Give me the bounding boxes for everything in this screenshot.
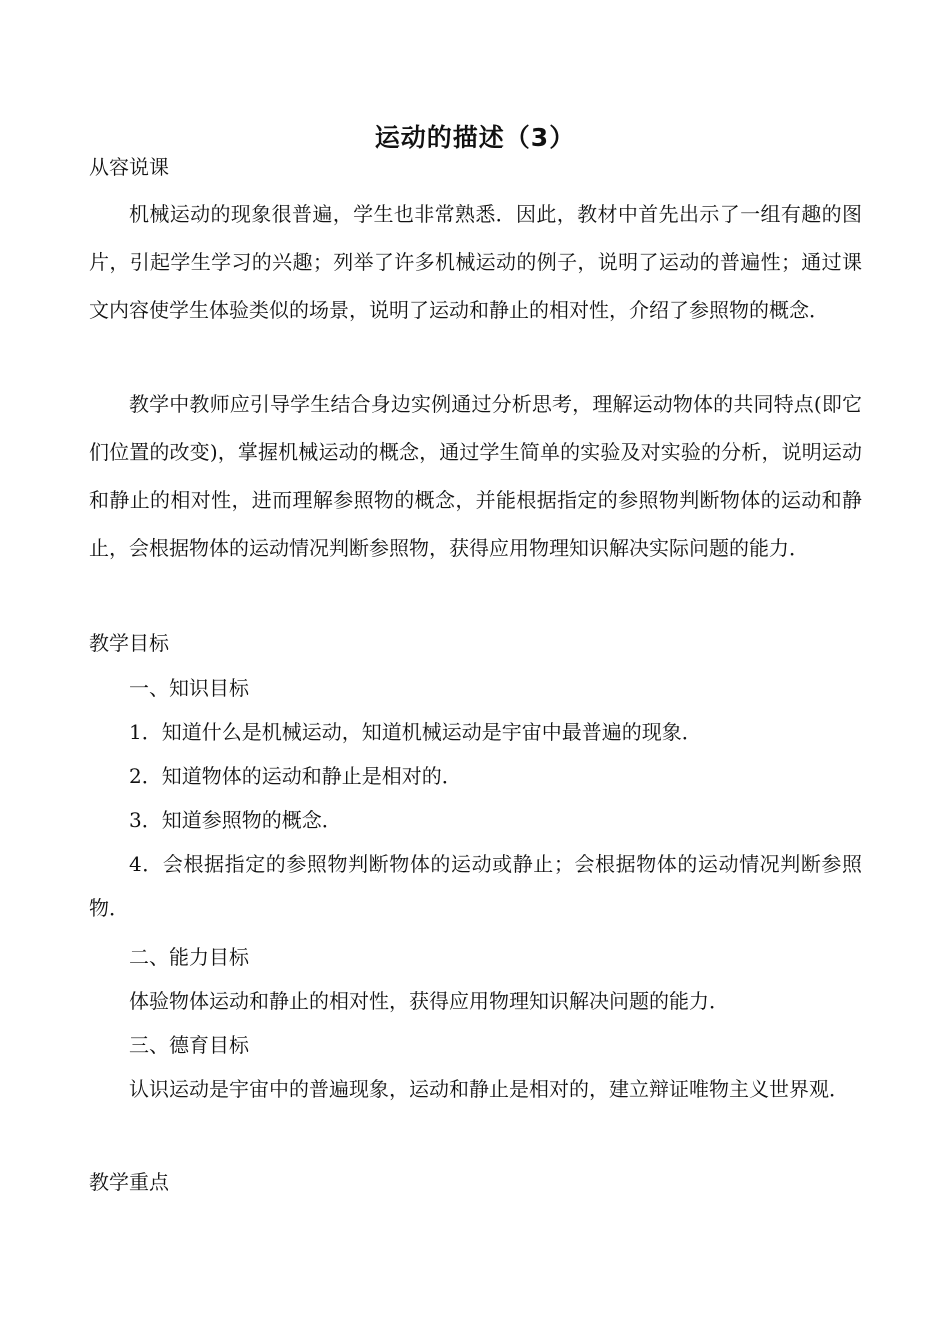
knowledge-goal-item: 4．会根据指定的参照物判断物体的运动或静止；会根据物体的运动情况判断参照物． (89, 852, 862, 920)
knowledge-goals-heading: 一、知识目标 (129, 676, 249, 700)
section-heading-teaching-focus: 教学重点 (89, 1170, 169, 1194)
document-title: 运动的描述（3） (374, 123, 576, 152)
section-heading-teaching-goals: 教学目标 (89, 631, 169, 655)
knowledge-goal-item: 2．知道物体的运动和静止是相对的． (129, 764, 462, 788)
knowledge-goal-item: 3．知道参照物的概念． (129, 808, 342, 832)
lesson-talk-paragraph-2: 教学中教师应引导学生结合身边实例通过分析思考，理解运动物体的共同特点(即它们位置的改变)，掌握机械运动的概念，通过学生简单的实验及对实验的分析，说明运动和静止的相对性，进而理解参照物的概念，并能根据指定的参照物判断物体的运动和静止，会根据物体的运动情况判断参照物，获得应用物理知识解决实际问题的能力． (89, 392, 862, 560)
knowledge-goal-item: 1．知道什么是机械运动，知道机械运动是宇宙中最普遍的现象． (129, 720, 702, 744)
ability-goals-heading: 二、能力目标 (129, 945, 249, 969)
ability-goals-text: 体验物体运动和静止的相对性，获得应用物理知识解决问题的能力． (129, 989, 729, 1013)
moral-goals-heading: 三、德育目标 (129, 1033, 249, 1057)
section-heading-lesson-talk: 从容说课 (89, 155, 169, 179)
lesson-talk-paragraph-1: 机械运动的现象很普遍，学生也非常熟悉．因此，教材中首先出示了一组有趣的图片，引起学生学习的兴趣；列举了许多机械运动的例子，说明了运动的普遍性；通过课文内容使学生体验类似的场景，说明了运动和静止的相对性，介绍了参照物的概念． (89, 202, 862, 322)
moral-goals-text: 认识运动是宇宙中的普遍现象，运动和静止是相对的，建立辩证唯物主义世界观． (129, 1077, 849, 1101)
